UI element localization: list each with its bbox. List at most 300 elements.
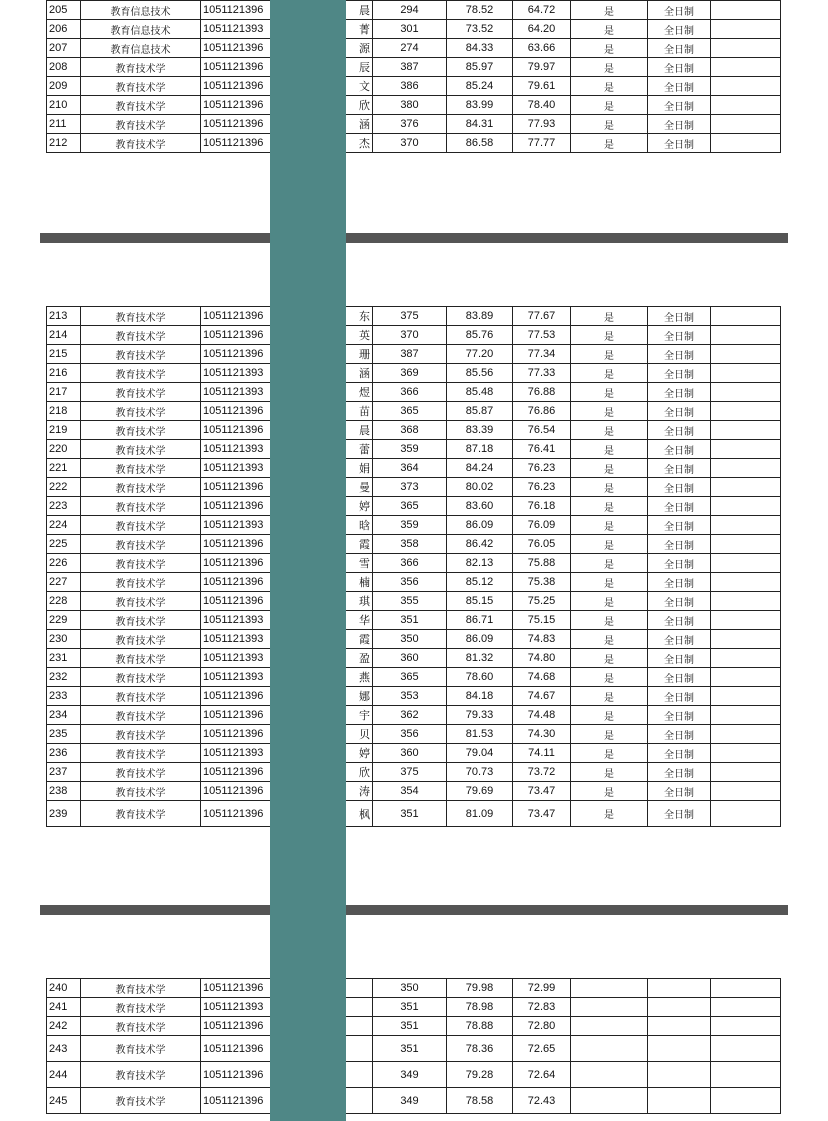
cell-admit: 是 [571,459,648,478]
cell-name: 源 [327,39,373,58]
cell-mode [648,1062,711,1088]
cell-exam: 1051121396 [201,801,327,827]
cell-retest: 79.98 [447,979,513,998]
cell-note [711,58,781,77]
cell-total: 74.83 [513,630,571,649]
cell-name: 辰 [327,58,373,77]
cell-exam: 1051121393 [201,20,327,39]
cell-mode: 全日制 [648,20,711,39]
cell-mode: 全日制 [648,134,711,153]
cell-note [711,744,781,763]
cell-name: 欣 [327,96,373,115]
cell-admit: 是 [571,497,648,516]
cell-note [711,516,781,535]
cell-note [711,77,781,96]
cell-no: 225 [47,535,81,554]
cell-total: 73.72 [513,763,571,782]
cell-no: 224 [47,516,81,535]
cell-retest: 79.33 [447,706,513,725]
cell-retest: 84.33 [447,39,513,58]
cell-name: 霞 [327,535,373,554]
cell-name: 婷 [327,497,373,516]
cell-score: 351 [373,1036,447,1062]
cell-note [711,307,781,326]
cell-exam: 1051121393 [201,649,327,668]
cell-major: 教育技术学 [81,782,201,801]
cell-major: 教育技术学 [81,1017,201,1036]
cell-name: 晨 [327,421,373,440]
cell-score: 369 [373,364,447,383]
cell-name: 欣 [327,763,373,782]
cell-mode: 全日制 [648,725,711,744]
cell-retest: 85.12 [447,573,513,592]
table-row [47,592,781,611]
cell-note [711,725,781,744]
cell-mode: 全日制 [648,115,711,134]
cell-total: 64.20 [513,20,571,39]
table-row [47,96,781,115]
table-row [47,383,781,402]
cell-name: 燕 [327,668,373,687]
cell-admit: 是 [571,77,648,96]
cell-note [711,440,781,459]
cell-exam: 1051121396 [201,478,327,497]
cell-total: 74.11 [513,744,571,763]
cell-name: 菁 [327,20,373,39]
cell-major: 教育技术学 [81,326,201,345]
cell-note [711,998,781,1017]
table-row [47,668,781,687]
cell-note [711,1,781,20]
cell-admit: 是 [571,383,648,402]
cell-exam: 1051121396 [201,421,327,440]
table-row [47,763,781,782]
cell-exam: 1051121393 [201,440,327,459]
cell-exam: 1051121396 [201,763,327,782]
cell-name: 琪 [327,592,373,611]
table-row [47,39,781,58]
table-row [47,573,781,592]
cell-exam: 1051121396 [201,58,327,77]
cell-retest: 82.13 [447,554,513,573]
cell-total: 77.77 [513,134,571,153]
cell-admit: 是 [571,115,648,134]
cell-major: 教育技术学 [81,998,201,1017]
cell-major: 教育技术学 [81,402,201,421]
cell-retest: 85.87 [447,402,513,421]
table-row [47,725,781,744]
cell-score: 355 [373,592,447,611]
cell-note [711,20,781,39]
cell-score: 380 [373,96,447,115]
cell-total: 77.67 [513,307,571,326]
cell-major: 教育技术学 [81,592,201,611]
cell-mode: 全日制 [648,77,711,96]
cell-score: 370 [373,134,447,153]
cell-major: 教育技术学 [81,364,201,383]
cell-major: 教育信息技术 [81,20,201,39]
cell-note [711,630,781,649]
table-row [47,307,781,326]
cell-admit: 是 [571,801,648,827]
cell-major: 教育信息技术 [81,1,201,20]
cell-exam: 1051121393 [201,668,327,687]
cell-note [711,706,781,725]
cell-mode: 全日制 [648,364,711,383]
cell-exam: 1051121396 [201,115,327,134]
cell-total: 72.99 [513,979,571,998]
cell-retest: 79.28 [447,1062,513,1088]
cell-admit: 是 [571,706,648,725]
cell-no: 205 [47,1,81,20]
cell-retest: 83.89 [447,307,513,326]
cell-retest: 78.98 [447,998,513,1017]
cell-name: 东 [327,307,373,326]
cell-exam: 1051121396 [201,725,327,744]
cell-score: 365 [373,668,447,687]
cell-major: 教育技术学 [81,345,201,364]
cell-exam: 1051121396 [201,687,327,706]
cell-mode: 全日制 [648,326,711,345]
cell-name: 娜 [327,687,373,706]
cell-mode: 全日制 [648,421,711,440]
cell-score: 362 [373,706,447,725]
cell-admit: 是 [571,573,648,592]
cell-total: 74.30 [513,725,571,744]
cell-major: 教育技术学 [81,77,201,96]
cell-admit: 是 [571,649,648,668]
cell-retest: 78.60 [447,668,513,687]
cell-major: 教育技术学 [81,763,201,782]
cell-total: 73.47 [513,782,571,801]
cell-retest: 86.09 [447,516,513,535]
table-row [47,1036,781,1062]
cell-mode: 全日制 [648,592,711,611]
cell-total: 76.86 [513,402,571,421]
cell-total: 75.38 [513,573,571,592]
table-row [47,478,781,497]
cell-no: 241 [47,998,81,1017]
page-separator [40,905,788,915]
cell-retest: 83.99 [447,96,513,115]
cell-note [711,592,781,611]
cell-mode [648,1017,711,1036]
cell-admit [571,979,648,998]
cell-note [711,39,781,58]
cell-no: 226 [47,554,81,573]
cell-mode: 全日制 [648,440,711,459]
cell-note [711,478,781,497]
cell-name: 宇 [327,706,373,725]
cell-total: 64.72 [513,1,571,20]
cell-total: 77.53 [513,326,571,345]
cell-exam: 1051121396 [201,402,327,421]
cell-note [711,979,781,998]
cell-score: 365 [373,497,447,516]
cell-mode: 全日制 [648,573,711,592]
cell-name: 煜 [327,383,373,402]
cell-mode: 全日制 [648,801,711,827]
cell-admit: 是 [571,134,648,153]
cell-score: 375 [373,763,447,782]
table-row [47,134,781,153]
cell-name: 珊 [327,345,373,364]
cell-retest: 87.18 [447,440,513,459]
cell-total: 77.34 [513,345,571,364]
cell-name: 杰 [327,134,373,153]
table-row [47,998,781,1017]
cell-mode: 全日制 [648,535,711,554]
cell-note [711,782,781,801]
cell-name: 贝 [327,725,373,744]
cell-exam: 1051121393 [201,744,327,763]
cell-admit: 是 [571,516,648,535]
cell-exam: 1051121396 [201,1088,327,1114]
cell-name: 盈 [327,649,373,668]
page-separator [40,233,788,243]
cell-note [711,1088,781,1114]
table-row [47,611,781,630]
cell-no: 233 [47,687,81,706]
cell-mode: 全日制 [648,39,711,58]
cell-total: 75.25 [513,592,571,611]
cell-major: 教育技术学 [81,668,201,687]
cell-exam: 1051121396 [201,1017,327,1036]
cell-admit: 是 [571,782,648,801]
cell-total: 78.40 [513,96,571,115]
cell-no: 243 [47,1036,81,1062]
cell-total: 75.15 [513,611,571,630]
cell-no: 236 [47,744,81,763]
page-separator-mark [270,235,346,241]
cell-major: 教育技术学 [81,1036,201,1062]
cell-total: 76.05 [513,535,571,554]
cell-admit: 是 [571,421,648,440]
table-row [47,1017,781,1036]
cell-major: 教育技术学 [81,459,201,478]
cell-major: 教育技术学 [81,307,201,326]
cell-admit: 是 [571,364,648,383]
cell-admit: 是 [571,402,648,421]
cell-major: 教育技术学 [81,96,201,115]
cell-admit: 是 [571,20,648,39]
cell-note [711,1062,781,1088]
cell-total: 76.54 [513,421,571,440]
cell-name: 楠 [327,573,373,592]
cell-exam: 1051121396 [201,134,327,153]
cell-name: 婷 [327,744,373,763]
cell-major: 教育技术学 [81,440,201,459]
cell-exam: 1051121396 [201,535,327,554]
cell-score: 373 [373,478,447,497]
cell-score: 360 [373,649,447,668]
cell-major: 教育技术学 [81,1088,201,1114]
cell-mode [648,1088,711,1114]
cell-no: 232 [47,668,81,687]
cell-no: 211 [47,115,81,134]
cell-major: 教育技术学 [81,554,201,573]
cell-no: 207 [47,39,81,58]
cell-note [711,459,781,478]
table-row [47,77,781,96]
table-row [47,1062,781,1088]
cell-total: 72.43 [513,1088,571,1114]
cell-admit: 是 [571,307,648,326]
table-row [47,1,781,20]
cell-major: 教育技术学 [81,744,201,763]
cell-retest: 78.58 [447,1088,513,1114]
cell-name [327,1017,373,1036]
cell-exam: 1051121396 [201,77,327,96]
cell-admit: 是 [571,763,648,782]
cell-note [711,535,781,554]
cell-exam: 1051121393 [201,459,327,478]
cell-mode: 全日制 [648,668,711,687]
cell-score: 353 [373,687,447,706]
cell-exam: 1051121396 [201,39,327,58]
cell-major: 教育技术学 [81,58,201,77]
cell-exam: 1051121396 [201,554,327,573]
table-row [47,782,781,801]
cell-exam: 1051121393 [201,630,327,649]
cell-note [711,763,781,782]
cell-exam: 1051121396 [201,573,327,592]
cell-exam: 1051121396 [201,307,327,326]
cell-major: 教育技术学 [81,535,201,554]
cell-no: 219 [47,421,81,440]
cell-major: 教育信息技术 [81,39,201,58]
cell-admit: 是 [571,611,648,630]
cell-no: 222 [47,478,81,497]
cell-exam: 1051121396 [201,979,327,998]
cell-score: 375 [373,307,447,326]
cell-exam: 1051121396 [201,782,327,801]
cell-mode: 全日制 [648,478,711,497]
cell-admit: 是 [571,326,648,345]
cell-exam: 1051121396 [201,1062,327,1088]
cell-retest: 85.15 [447,592,513,611]
cell-note [711,1036,781,1062]
cell-mode: 全日制 [648,649,711,668]
cell-name: 娟 [327,459,373,478]
cell-no: 244 [47,1062,81,1088]
cell-score: 301 [373,20,447,39]
cell-exam: 1051121396 [201,1036,327,1062]
cell-admit: 是 [571,478,648,497]
cell-name: 涵 [327,364,373,383]
score-table-section-1 [46,0,781,153]
cell-retest: 86.71 [447,611,513,630]
cell-score: 349 [373,1062,447,1088]
cell-major: 教育技术学 [81,649,201,668]
cell-admit: 是 [571,687,648,706]
cell-no: 231 [47,649,81,668]
cell-score: 274 [373,39,447,58]
cell-total: 72.83 [513,998,571,1017]
table-row [47,649,781,668]
cell-major: 教育技术学 [81,687,201,706]
cell-retest: 79.69 [447,782,513,801]
cell-total: 74.48 [513,706,571,725]
cell-note [711,115,781,134]
cell-retest: 83.39 [447,421,513,440]
table-row [47,421,781,440]
cell-total: 72.80 [513,1017,571,1036]
cell-note [711,497,781,516]
cell-admit [571,1062,648,1088]
cell-mode: 全日制 [648,782,711,801]
cell-exam: 1051121393 [201,998,327,1017]
cell-mode: 全日制 [648,497,711,516]
cell-note [711,801,781,827]
cell-note [711,668,781,687]
cell-retest: 70.73 [447,763,513,782]
cell-major: 教育技术学 [81,573,201,592]
cell-retest: 73.52 [447,20,513,39]
cell-mode: 全日制 [648,687,711,706]
cell-admit: 是 [571,725,648,744]
cell-retest: 85.56 [447,364,513,383]
cell-mode: 全日制 [648,402,711,421]
cell-mode: 全日制 [648,611,711,630]
cell-score: 358 [373,535,447,554]
cell-mode: 全日制 [648,763,711,782]
cell-no: 214 [47,326,81,345]
cell-major: 教育技术学 [81,134,201,153]
cell-exam: 1051121396 [201,1,327,20]
cell-exam: 1051121393 [201,364,327,383]
cell-score: 351 [373,998,447,1017]
cell-note [711,345,781,364]
cell-note [711,134,781,153]
cell-admit: 是 [571,39,648,58]
cell-retest: 83.60 [447,497,513,516]
cell-total: 76.23 [513,459,571,478]
cell-retest: 81.32 [447,649,513,668]
table-row [47,554,781,573]
cell-name: 蕾 [327,440,373,459]
cell-no: 239 [47,801,81,827]
cell-name [327,1036,373,1062]
cell-score: 365 [373,402,447,421]
cell-mode [648,1036,711,1062]
cell-no: 220 [47,440,81,459]
cell-score: 366 [373,554,447,573]
cell-exam: 1051121393 [201,383,327,402]
table-row [47,459,781,478]
cell-total: 76.23 [513,478,571,497]
cell-name: 文 [327,77,373,96]
cell-admit: 是 [571,744,648,763]
cell-retest: 81.53 [447,725,513,744]
cell-exam: 1051121396 [201,592,327,611]
table-row [47,364,781,383]
cell-name [327,998,373,1017]
cell-retest: 86.09 [447,630,513,649]
cell-note [711,96,781,115]
cell-score: 376 [373,115,447,134]
cell-note [711,687,781,706]
table-row [47,744,781,763]
cell-admit [571,998,648,1017]
cell-retest: 80.02 [447,478,513,497]
cell-name: 苗 [327,402,373,421]
cell-admit: 是 [571,440,648,459]
cell-name: 英 [327,326,373,345]
table-row [47,687,781,706]
cell-score: 368 [373,421,447,440]
score-table-section-2 [46,306,781,827]
